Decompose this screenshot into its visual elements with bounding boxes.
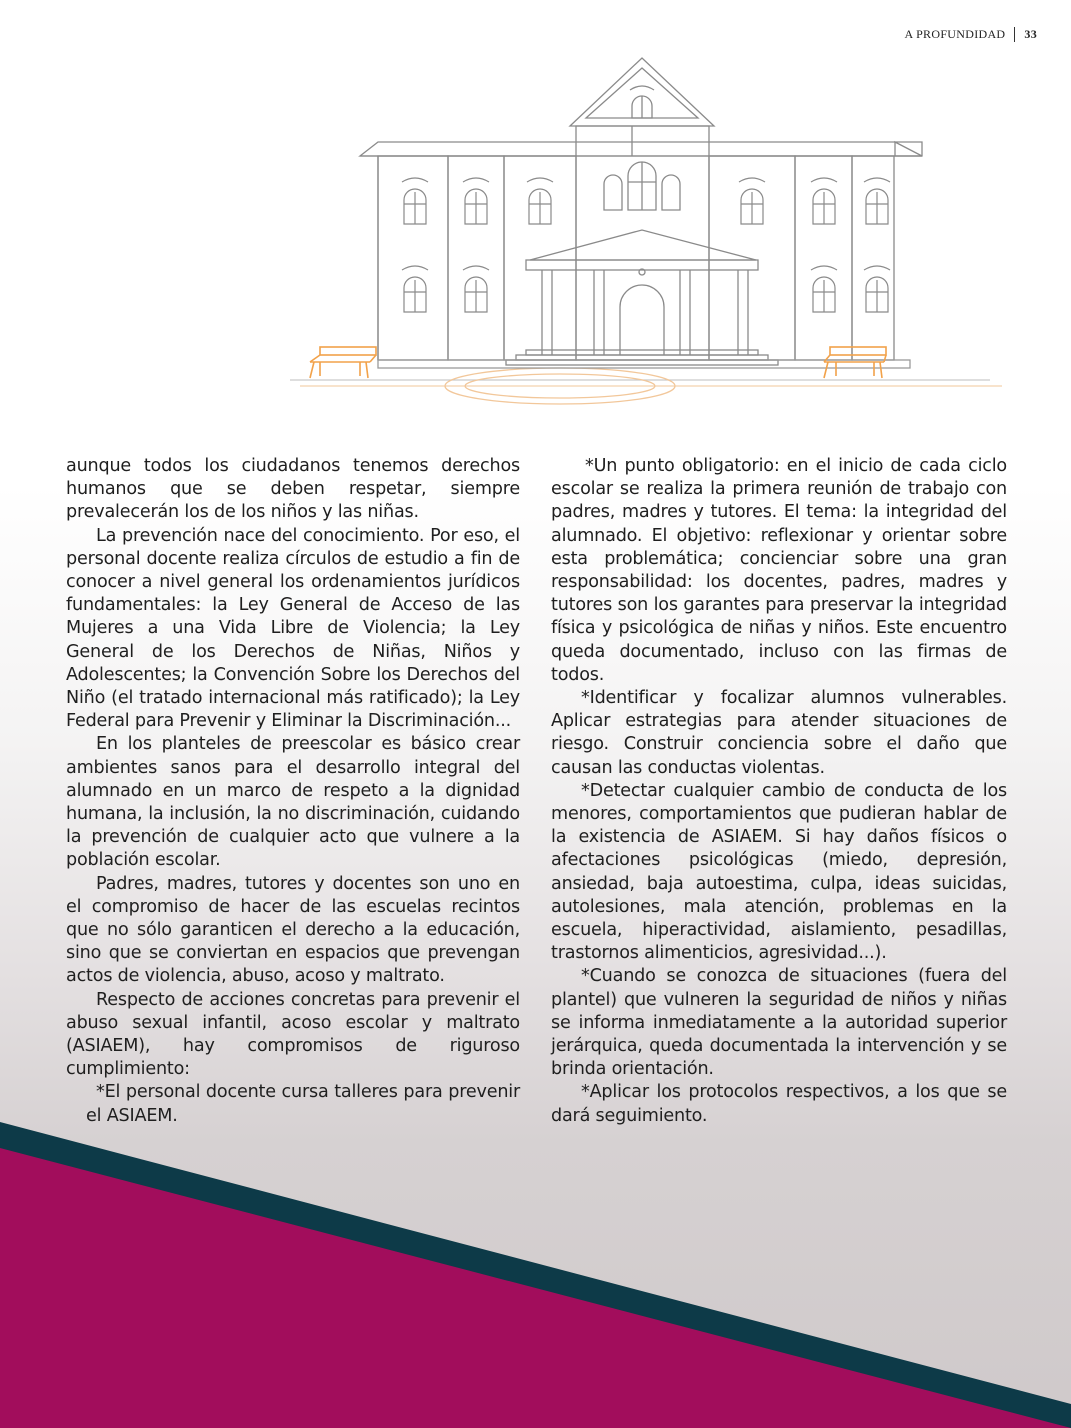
- school-building-icon: [290, 50, 1010, 420]
- left-column: [66, 455, 520, 1128]
- paragraph: *Detectar cualquier cambio de conducta de los menores, comportamientos que pudieran hablar de la existencia de ASIAEM. Si hay daños físicos o afectaciones psicológicas (miedo, depresión, ansiedad, baja autoestima, culpa, ideas suicidas, autolesiones, mala atención, problemas en la escuela, hiperactividad, aislamiento, pesadillas, trastornos alimenticios, agresividad...).: [551, 780, 1007, 964]
- running-header: [904, 27, 1037, 42]
- paragraph: *El personal docente cursa talleres para prevenir el ASIAEM.: [86, 1082, 520, 1126]
- decorative-band: [0, 1100, 1071, 1428]
- paragraph: *Un punto obligatorio: en el inicio de cada ciclo escolar se realiza la primera reunión de trabajo con padres, madres y tutores. El tema: la integridad del alumnado. El objetivo: reflexionar y orientar sobre esta problemática; concienciar sobre una gran responsabilidad: los docentes, padres, madres y tutores son los garantes para preservar la integridad física y psicológica de niñas y niños. Este encuentro queda documentado, incluso con las firmas de todos.: [551, 456, 1007, 685]
- paragraph: *Cuando se conozca de situaciones (fuera del plantel) que vulneren la seguridad de niños y niñas se informa inmediatamente a la autoridad superior jerárquica, queda documentada la intervención y se brinda orientación.: [551, 966, 1007, 1080]
- header-divider: [1014, 27, 1015, 42]
- paragraph: Padres, madres, tutores y docentes son uno en el compromiso de hacer de las escuelas recintos que no sólo garanticen el derecho a la educación, sino que se conviertan en espacios que prevengan actos de violencia, abuso, acoso y maltrato.: [66, 873, 520, 987]
- paragraph: *Aplicar los protocolos respectivos, a los que se dará seguimiento.: [551, 1082, 1007, 1126]
- magenta-triangle: [0, 1148, 1071, 1428]
- right-column: [551, 455, 1007, 1128]
- section-title: A PROFUNDIDAD: [904, 27, 1006, 41]
- paragraph: La prevención nace del conocimiento. Por eso, el personal docente realiza círculos de estudio a fin de conocer a nivel general los ordenamientos jurídicos fundamentales: la Ley General de Acceso de las Mujeres a una Vida Libre de Violencia; la Ley General de los Derechos de Niñas, Niños y Adolescentes; la Convención Sobre los Derechos del Niño (el tratado internacional más ratificado); la Ley Federal para Prevenir y Eliminar la Discriminación...: [66, 525, 520, 732]
- page-number: 33: [1024, 27, 1037, 41]
- paragraph: *Identificar y focalizar alumnos vulnerables. Aplicar estrategias para atender situaciones de riesgo. Construir conciencia sobre el daño que causan las conductas violentas.: [551, 688, 1007, 778]
- paragraph: aunque todos los ciudadanos tenemos derechos humanos que se deben respetar, siempre prevalecerán los de los niños y las niñas.: [66, 456, 520, 523]
- paragraph: Respecto de acciones concretas para prevenir el abuso sexual infantil, acoso escolar y maltrato (ASIAEM), hay compromisos de riguroso cumplimiento:: [66, 989, 520, 1080]
- paragraph: En los planteles de preescolar es básico crear ambientes sanos para el desarrollo integral del alumnado en un marco de respeto a la dignidad humana, la inclusión, la no discriminación, cuidando la prevención de cualquier acto que vulnere a la población escolar.: [66, 734, 520, 871]
